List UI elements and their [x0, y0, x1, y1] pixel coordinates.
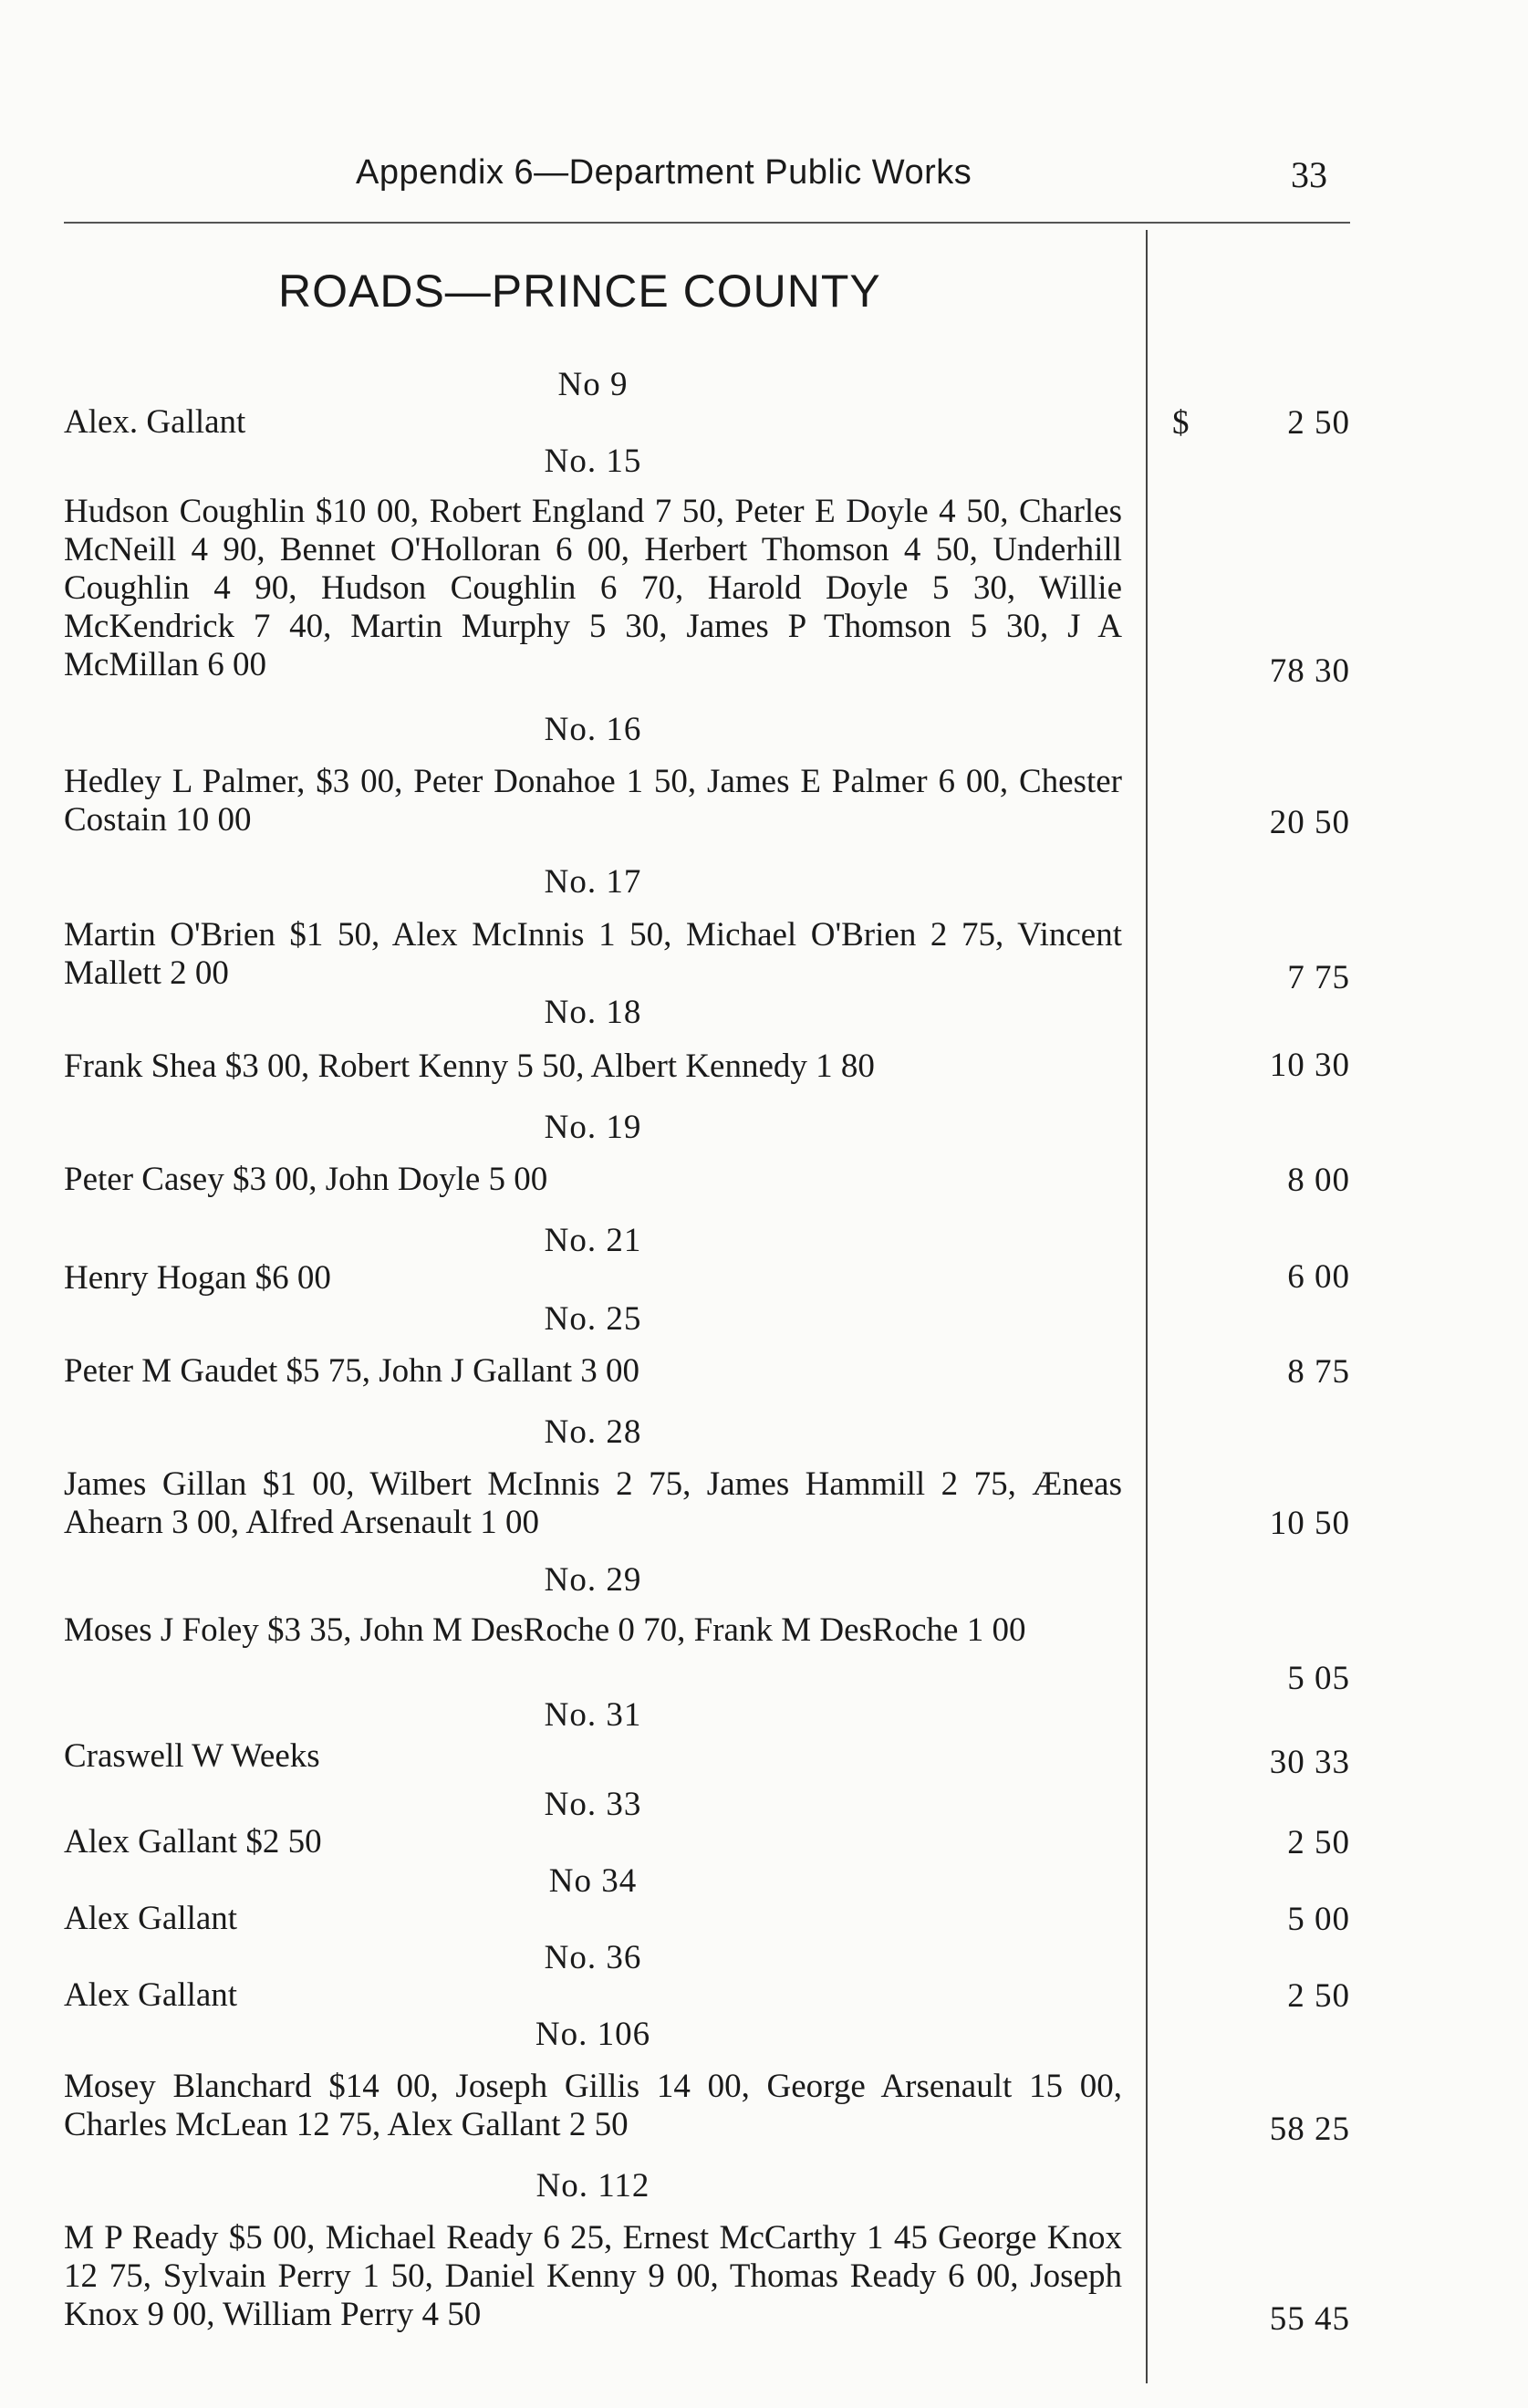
entry-text: Hedley L Palmer, $3 00, Peter Donahoe 1 50, James E Palmer 6 00, Chester Costain 10 00: [64, 763, 1122, 839]
entry-amount: 5 00: [1287, 1901, 1350, 1938]
page-header: [0, 153, 1528, 199]
entry-text: Hudson Coughlin $10 00, Robert England 7 50, Peter E Doyle 4 50, Charles McNeill 4 90, Bennet O'Holloran 6 00, Herbert Thomson 4 50, Underhill Coughlin 4 90, Hudson Coughlin 6 70, Harold Doyle 5 30, Willie McKendrick 7 40, Martin Murphy 5 30, James P Thomson 5 30, J A McMillan 6 00: [64, 493, 1122, 683]
entry-text: Craswell W Weeks: [64, 1737, 320, 1775]
road-number: No 9: [557, 366, 629, 403]
road-number: No. 112: [535, 2167, 650, 2205]
road-number: No. 31: [544, 1696, 642, 1734]
amount-column-divider: [1146, 230, 1148, 2383]
header-title: Appendix 6—Department Public Works: [356, 153, 972, 192]
entry-amount: 55 45: [1269, 2300, 1350, 2338]
entry-amount: 10 30: [1269, 1047, 1350, 1084]
entry-text: Mosey Blanchard $14 00, Joseph Gillis 14 00, George Arsenault 15 00, Charles McLean 12 75, Alex Gallant 2 50: [64, 2068, 1122, 2143]
entry-text: Martin O'Brien $1 50, Alex McInnis 1 50, Michael O'Brien 2 75, Vincent Mallett 2 00: [64, 916, 1122, 992]
road-number: No. 19: [544, 1109, 642, 1146]
road-number: No. 28: [544, 1413, 642, 1451]
entry-amount: 78 30: [1269, 652, 1350, 690]
road-number: No. 17: [544, 863, 642, 901]
entry-text: James Gillan $1 00, Wilbert McInnis 2 75, James Hammill 2 75, Æneas Ahearn 3 00, Alfred Arsenault 1 00: [64, 1465, 1122, 1541]
road-number: No. 29: [544, 1561, 642, 1599]
entry-amount: 8 75: [1287, 1353, 1350, 1391]
road-number: No. 36: [544, 1939, 642, 1976]
entry-amount: 6 00: [1287, 1258, 1350, 1296]
entry-amount: 20 50: [1269, 804, 1350, 841]
road-number: No. 33: [544, 1786, 642, 1823]
entry-amount: 2 50: [1287, 1824, 1350, 1861]
entry-amount: 8 00: [1287, 1162, 1350, 1199]
road-number: No. 16: [544, 711, 642, 748]
entry-text: Alex Gallant $2 50: [64, 1823, 322, 1861]
section-title: ROADS—PRINCE COUNTY: [278, 266, 881, 317]
header-divider: [64, 222, 1350, 224]
entry-amount: 2 50: [1287, 1977, 1350, 2015]
entry-text: Frank Shea $3 00, Robert Kenny 5 50, Albert Kennedy 1 80: [64, 1048, 875, 1085]
entry-amount: 2 50: [1287, 404, 1350, 442]
entry-text: Peter M Gaudet $5 75, John J Gallant 3 00: [64, 1352, 639, 1390]
road-number: No. 18: [544, 994, 642, 1031]
entry-amount: 58 25: [1269, 2111, 1350, 2148]
road-number: No. 25: [544, 1300, 642, 1338]
entry-text: M P Ready $5 00, Michael Ready 6 25, Ernest McCarthy 1 45 George Knox 12 75, Sylvain Perry 1 50, Daniel Kenny 9 00, Thomas Ready 6 00, Joseph Knox 9 00, William Perry 4 50: [64, 2219, 1122, 2333]
road-number: No. 15: [544, 443, 642, 480]
entry-text: Alex Gallant: [64, 1976, 238, 2014]
entry-text: Moses J Foley $3 35, John M DesRoche 0 70, Frank M DesRoche 1 00: [64, 1611, 1026, 1649]
entry-text: Peter Casey $3 00, John Doyle 5 00: [64, 1161, 548, 1198]
road-number: No 34: [548, 1862, 638, 1900]
entry-text: Alex. Gallant: [64, 403, 246, 441]
entry-amount: 10 50: [1269, 1505, 1350, 1542]
currency-symbol: $: [1172, 404, 1190, 442]
entry-text: Alex Gallant: [64, 1900, 238, 1937]
entry-amount: 30 33: [1269, 1744, 1350, 1781]
page-number: 33: [1291, 154, 1327, 195]
road-number: No. 21: [544, 1222, 642, 1259]
road-number: No. 106: [535, 2016, 651, 2053]
entry-text: Henry Hogan $6 00: [64, 1259, 331, 1297]
entry-amount: 5 05: [1287, 1660, 1350, 1697]
entry-amount: 7 75: [1287, 959, 1350, 996]
